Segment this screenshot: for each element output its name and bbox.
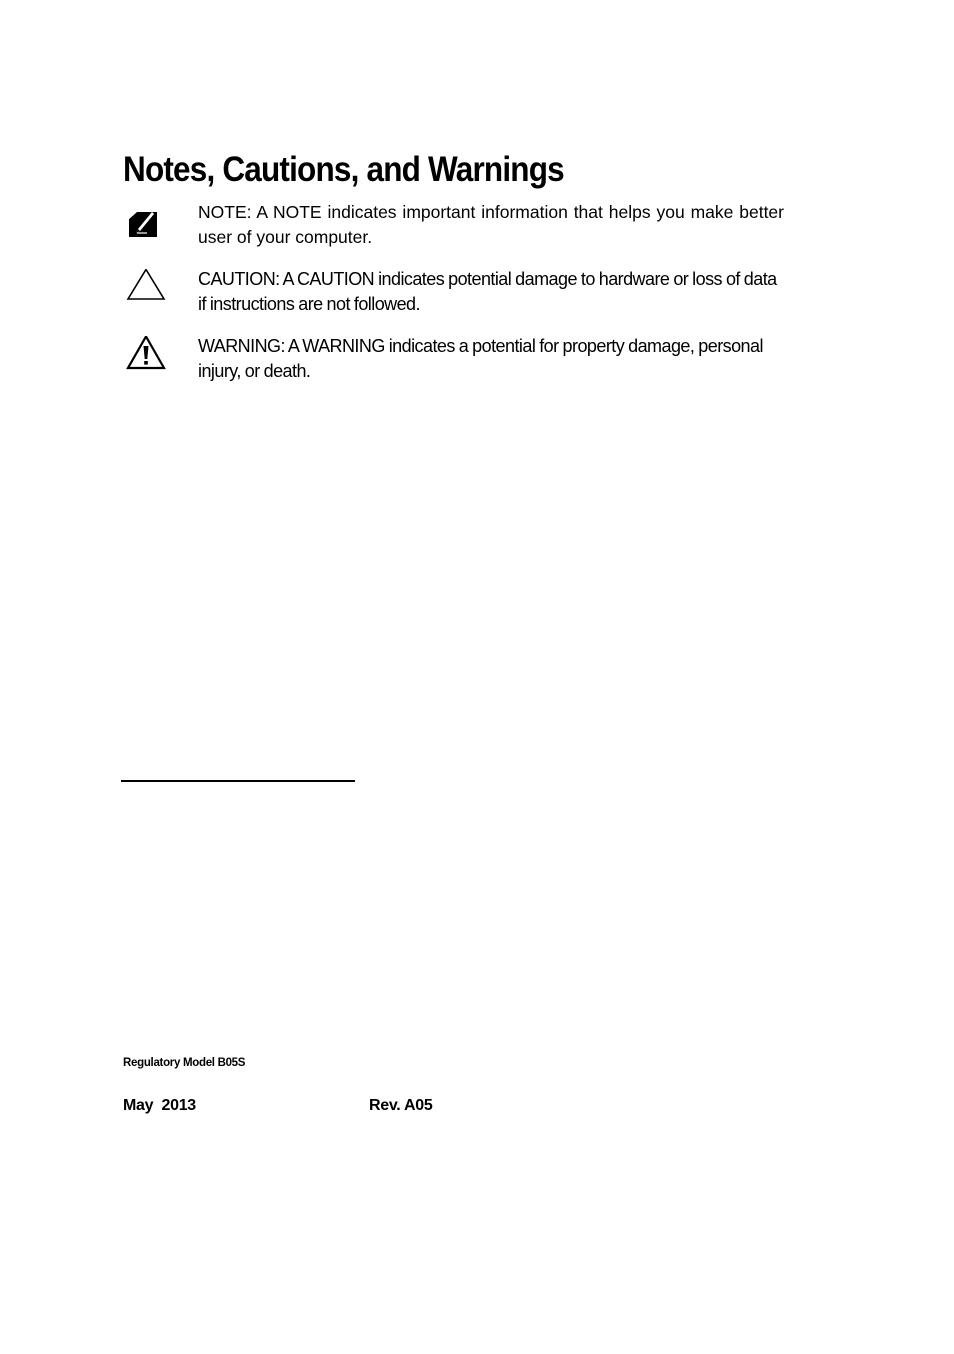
warning-notice (123, 334, 785, 386)
warning-exclamation-icon (125, 336, 167, 372)
note-body: A NOTE indicates important information that helps you make better user of your computer. (198, 202, 784, 247)
regulatory-model: Regulatory Model B05S (123, 1057, 246, 1069)
note-label: NOTE: (198, 202, 252, 222)
caution-text: CAUTION: A CAUTION indicates potential damage to hardware or loss of data if instructions are not followed. (198, 269, 777, 314)
note-notice (123, 200, 785, 252)
caution-notice (123, 267, 785, 319)
revision: Rev. A05 (369, 1097, 433, 1114)
note-pencil-icon (125, 202, 167, 238)
caution-triangle-icon (125, 269, 167, 305)
note-text (198, 200, 784, 250)
page-title: Notes, Cautions, and Warnings (123, 150, 564, 189)
footnote-divider (121, 780, 355, 782)
warning-text: WARNING: A WARNING indicates a potential for property damage, personal injury, or death. (198, 336, 763, 381)
publication-date: May 2013 (123, 1097, 196, 1114)
